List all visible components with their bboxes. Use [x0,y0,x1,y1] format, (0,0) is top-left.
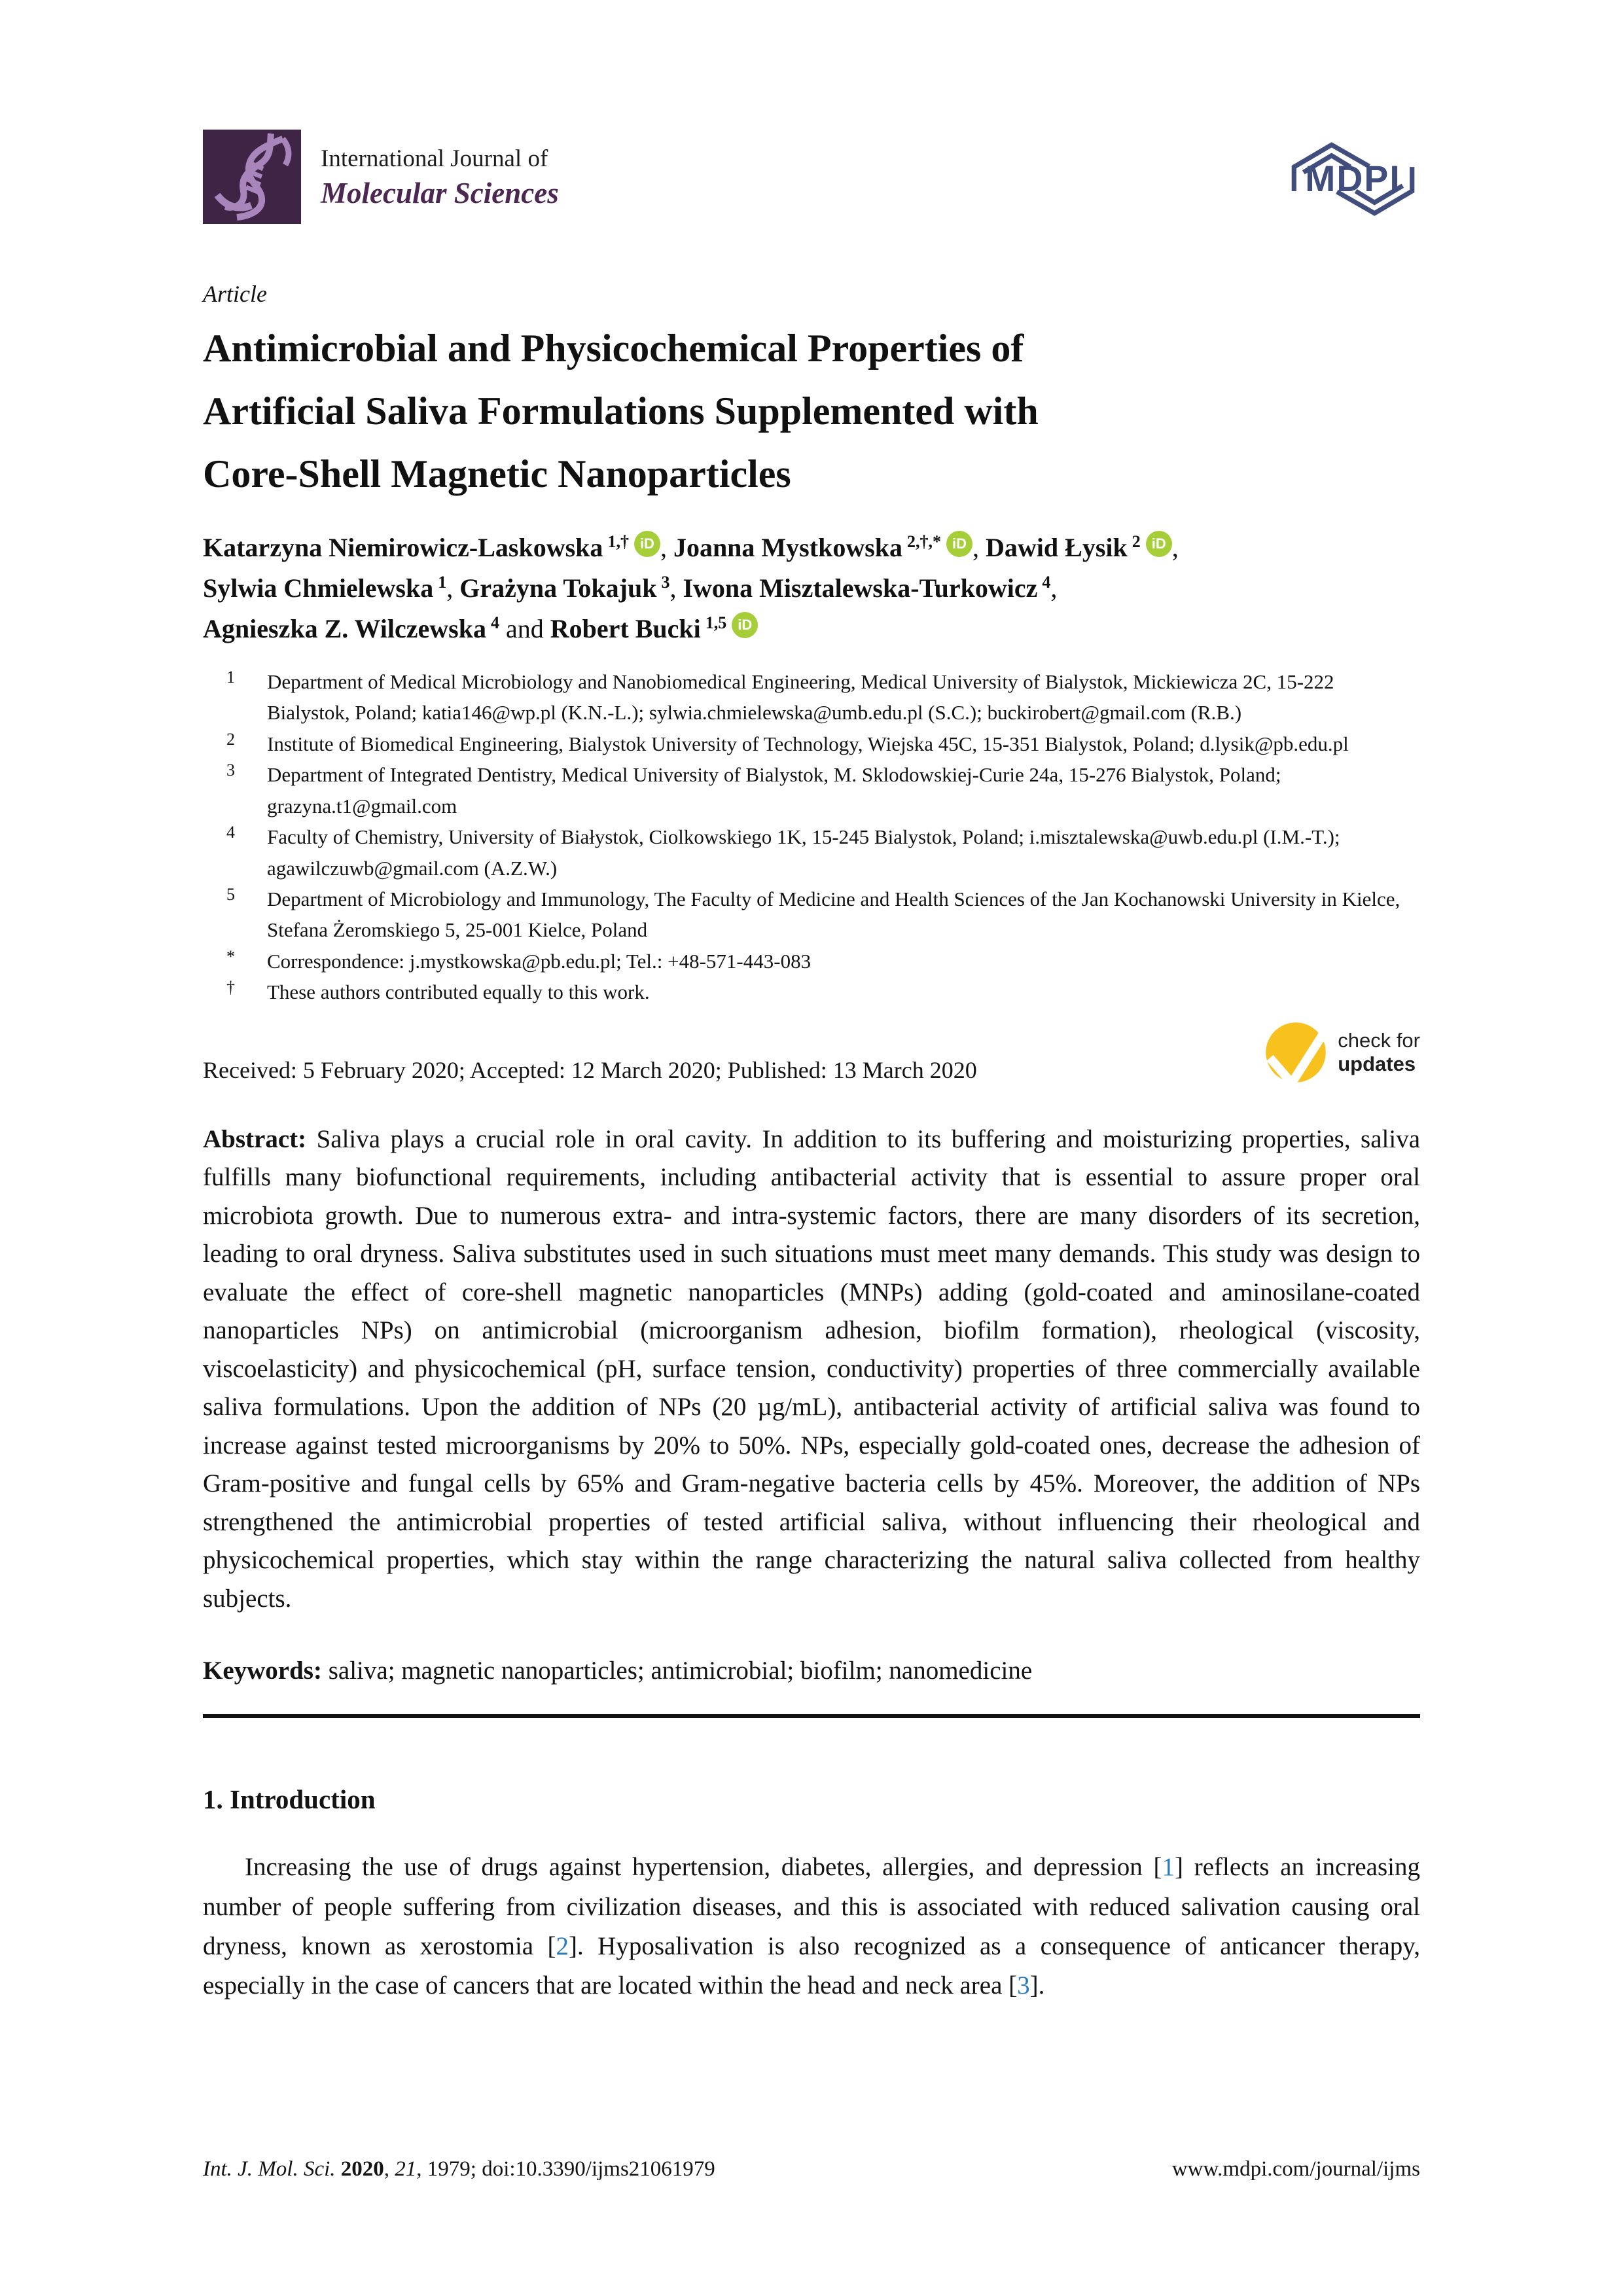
title-line: Core-Shell Magnetic Nanoparticles [203,452,791,495]
affiliations [226,666,1420,1008]
author [683,573,1057,603]
dates-row [203,1028,1420,1084]
affiliation-text: Department of Medical Microbiology and Nanobiomedical Engineering, Medical University of Bialystok, Mickiewicza 2C, 15-222 Bialystok, Poland; katia146@wp.pl (K.N.-L.); sylwia.chmielewska@umb.edu.pl (S.C.); buckirobert@gmail.com (R.B.) [267,670,1334,725]
author-affiliation-superscript: 2,†,* [907,531,942,551]
title-line: Artificial Saliva Formulations Supplemented with [203,389,1039,433]
footer-citation-run: Int. J. Mol. Sci. [203,2157,341,2181]
affiliation-text: These authors contributed equally to this work. [267,980,650,1004]
orcid-icon[interactable] [732,612,758,638]
footer-citation-run: 2020 [340,2157,384,2181]
abstract [203,1121,1420,1619]
keywords-text: saliva; magnetic nanoparticles; antimicrobial; biofilm; nanomedicine [328,1657,1033,1685]
dates-line: Received: 5 February 2020; Accepted: 12 March 2020; Published: 13 March 2020 [203,1056,977,1083]
text-run: ]. Hyposalivation is also recognized as a consequence of anticancer therapy, especially in the case of cancers that are located within the head and neck area [ [203,1932,1420,2000]
page-footer [203,2157,1420,2181]
author-name: Dawid Łysik [986,533,1128,562]
author-affiliation-superscript: 1,† [607,531,629,551]
author [203,573,459,603]
check-for-updates-badge[interactable] [1262,1018,1420,1086]
orcid-icon-text: iD [1151,535,1166,552]
checkmark-icon [1262,1018,1330,1086]
affiliation-text: Faculty of Chemistry, University of Białystok, Ciolkowskiego 1K, 15-245 Bialystok, Poland; i.misztalewska@uwb.edu.pl (I.M.-T.); agawilczuwb@gmail.com (A.Z.W.) [267,825,1340,880]
affiliation-marker: * [226,946,235,966]
journal-name-line2: Molecular Sciences [321,176,559,209]
author-separator: , [1171,533,1179,562]
author-name: Sylwia Chmielewska [203,573,434,603]
badge-text [1338,1029,1420,1076]
affiliation-marker: 4 [226,823,235,842]
text-run: Increasing the use of drugs against hypertension, diabetes, allergies, and depression [ [245,1853,1162,1882]
author-name: Robert Bucki [550,614,701,643]
affiliation-row [226,946,1420,977]
footer-citation-run: 21 [395,2157,417,2181]
text-run[interactable]: 1 [1162,1853,1175,1882]
journal-header [203,0,1420,224]
affiliation-text: Department of Microbiology and Immunology, The Faculty of Medicine and Health Sciences of the Jan Kochanowski University in Kielce, Stefana Żeromskiego 5, 25-001 Kielce, Poland [267,887,1400,942]
author-name: Agnieszka Z. Wilczewska [203,614,486,643]
affiliation-text: Department of Integrated Dentistry, Medical University of Bialystok, M. Sklodowskiej-Curie 24a, 15-276 Bialystok, Poland; grazyna.t1@gmail.com [267,763,1281,817]
author-separator: and [499,614,550,643]
affiliation-marker: 5 [226,884,235,904]
abstract-label: Abstract: [203,1124,307,1153]
author [459,573,683,603]
footer-journal-url[interactable]: www.mdpi.com/journal/ijms [1171,2157,1420,2181]
abstract-text: Saliva plays a crucial role in oral cavity. In addition to its buffering and moisturizing properties, saliva fulfills many biofunctional requirements, including antibacterial activity that is essential to assure proper oral microbiota growth. Due to numerous extra- and intra-systemic factors, there are many disorders of its secretion, leading to oral dryness. Saliva substitutes used in such situations must meet many demands. This study was design to evaluate the effect of core-shell magnetic nanoparticles (MNPs) adding (gold-coated and aminosilane-coated nanoparticles NPs) on antimicrobial (microorganism adhesion, biofilm formation), rheological (viscosity, viscoelasticity) and physicochemical (pH, surface tension, conductivity) properties of three commercially available saliva formulations. Upon the addition of NPs (20 µg/mL), antibacterial activity of artificial saliva was found to increase against tested microorganisms by 20% to 50%. NPs, especially gold-coated ones, decrease the adhesion of Gram-positive and fungal cells by 65% and Gram-negative bacteria cells by 45%. Moreover, the addition of NPs strengthened the antimicrobial properties of tested artificial saliva, without influencing their rheological and physicochemical properties, which stay within the range characterizing the natural saliva collected from healthy subjects. [203,1124,1421,1613]
affiliation-text: Correspondence: j.mystkowska@pb.edu.pl; Tel.: +48-571-443-083 [267,949,812,973]
affiliation-row [226,759,1420,821]
section-divider [203,1714,1420,1718]
author-affiliation-superscript: 3 [661,572,670,592]
footer-citation [203,2157,715,2181]
badge-line1: check for [1338,1028,1420,1052]
affiliation-row [226,821,1420,884]
author [550,614,758,643]
text-run[interactable]: 3 [1017,1971,1030,2000]
orcid-icon[interactable] [1146,531,1172,557]
affiliation-row [226,666,1420,728]
keywords [203,1656,1420,1685]
badge-line2: updates [1338,1052,1416,1075]
affiliation-marker: 1 [226,668,235,687]
mdpi-logo-text: MDPI [1305,158,1401,199]
text-run: ]. [1029,1971,1045,2000]
keywords-label: Keywords: [203,1657,322,1685]
author-name: Iwona Misztalewska-Turkowicz [683,573,1038,603]
author-affiliation-superscript: 2 [1132,531,1141,551]
author-affiliation-superscript: 4 [1042,572,1051,592]
author-separator: , [669,573,683,603]
journal-name-line1: International Journal of [321,145,548,173]
author-name: Grażyna Tokajuk [459,573,657,603]
text-run: ] reflects an increasing number of people suffering from civilization diseases, and this is associated with reduced salivation causing oral dryness, known as xerostomia [ [203,1853,1420,1961]
author-name: Katarzyna Niemirowicz-Laskowska [203,533,603,562]
affiliation-marker: † [226,978,235,997]
affiliation-text: Institute of Biomedical Engineering, Bialystok University of Technology, Wiejska 45C, 15-351 Bialystok, Poland; d.lysik@pb.edu.pl [267,732,1349,755]
author-affiliation-superscript: 1,5 [705,613,727,632]
mdpi-logo [1286,137,1420,221]
orcid-icon[interactable] [634,531,660,557]
author-separator: , [660,533,673,562]
dna-helix-icon [203,130,301,224]
affiliation-marker: 2 [226,729,235,749]
affiliation-marker: 3 [226,761,235,780]
article-type-label: Article [203,281,267,307]
footer-citation-run: , [383,2157,395,2181]
author-separator: , [446,573,460,603]
paper-title [203,317,1420,505]
journal-brand [203,130,559,224]
orcid-icon-text: iD [639,535,654,552]
title-line: Antimicrobial and Physicochemical Properties of [203,327,1024,370]
introduction-paragraph [203,1848,1420,2006]
orcid-icon[interactable] [946,531,972,557]
orcid-icon-text: iD [738,617,753,633]
author [673,533,986,562]
orcid-icon-text: iD [952,535,967,552]
affiliation-row [226,977,1420,1007]
affiliation-row [226,728,1420,759]
author [203,614,550,643]
author-affiliation-superscript: 4 [491,613,499,632]
affiliation-row [226,884,1420,946]
text-run[interactable]: 2 [556,1932,569,1961]
author-separator: , [972,533,986,562]
footer-citation-run: , 1979; doi:10.3390/ijms21061979 [416,2157,715,2181]
ijms-dna-logo-icon [203,130,301,224]
author-separator: , [1050,573,1058,603]
author [986,533,1179,562]
author-name: Joanna Mystkowska [673,533,903,562]
introduction-heading: 1. Introduction [203,1784,376,1815]
mdpi-hexagon-icon [1286,137,1420,221]
journal-name [321,143,559,211]
author-affiliation-superscript: 1 [438,572,447,592]
author [203,533,673,562]
authors-line [203,528,1420,649]
